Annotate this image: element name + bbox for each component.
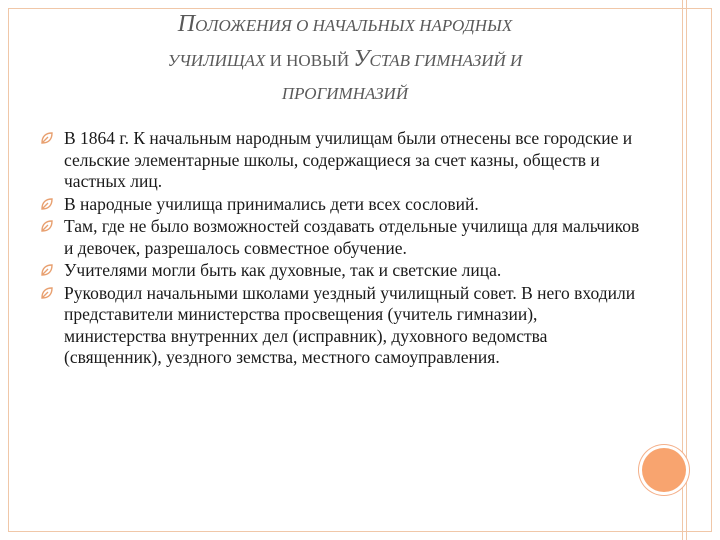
decorative-circle [642, 448, 686, 492]
leaf-bullet-icon [40, 219, 54, 233]
title-text: СТАВ ГИМНАЗИЙ И [369, 51, 523, 70]
title-initial: П [177, 11, 196, 37]
title-line-1 [40, 8, 650, 43]
title-line-2 [40, 43, 650, 78]
bullet-text: Там, где не было возможностей создавать отдельные училища для мальчиков и девочек, разрешалось совместное обучение. [64, 216, 640, 258]
decorative-rail [686, 0, 687, 540]
leaf-bullet-icon [40, 263, 54, 277]
bullet-item [40, 216, 640, 259]
bullet-text: Учителями могли быть как духовные, так и светские лица. [64, 260, 502, 280]
bullet-text: Руководил начальными школами уездный училищный совет. В него входили представители министерства просвещения (учитель гимназии), министерства внутренних дел (исправник), духовного ведомства (священник), уездного земства, местного самоуправления. [64, 282, 636, 367]
bullet-text: В народные училища принимались дети всех сословий. [64, 193, 479, 214]
title-text: И НОВЫЙ [265, 51, 354, 70]
bullet-item [40, 194, 640, 216]
bullet-item [40, 283, 640, 369]
title-text: ОЛОЖЕНИЯ О НАЧАЛЬНЫХ НАРОДНЫХ [195, 16, 513, 35]
title-text: УЧИЛИЩАХ [167, 51, 266, 70]
leaf-bullet-icon [40, 131, 54, 145]
bullet-text: В 1864 г. К начальным народным училищам были отнесены все городские и сельские элементарные школы, содержащиеся за счет казны, обществ и частных лиц. [64, 128, 633, 191]
bullet-item [40, 260, 640, 282]
bullet-item [40, 128, 640, 193]
bullet-list [40, 128, 640, 370]
leaf-bullet-icon [40, 197, 54, 211]
slide-title [40, 8, 650, 110]
leaf-bullet-icon [40, 286, 54, 300]
title-initial: У [353, 46, 370, 72]
title-line-3: ПРОГИМНАЗИЙ [281, 84, 409, 103]
